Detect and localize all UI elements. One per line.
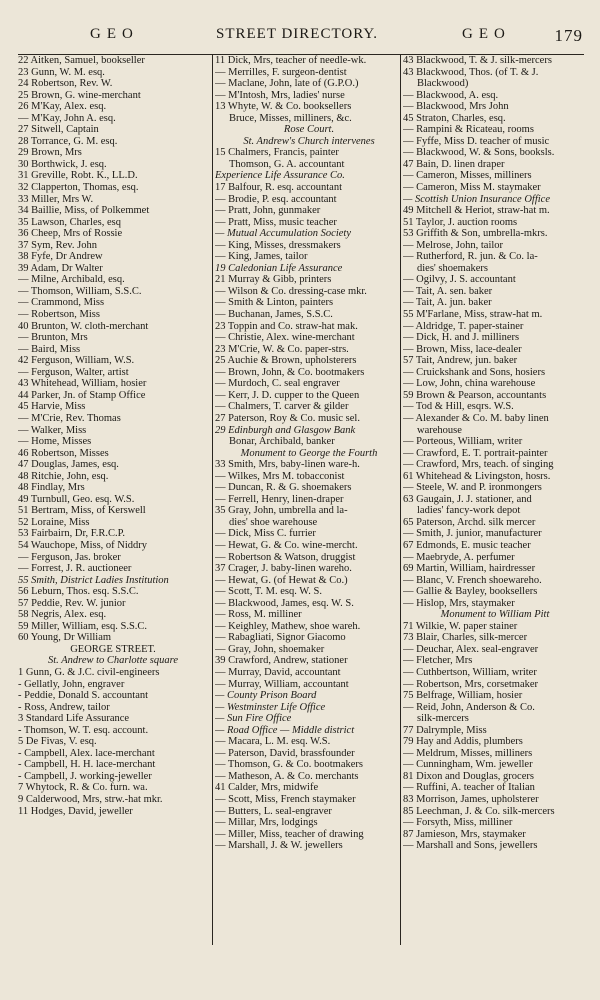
directory-entry: — King, James, tailor	[215, 251, 308, 263]
directory-entry: 34 Baillie, Miss, of Polkemmet	[18, 205, 150, 217]
directory-entry: — Maebryde, A. perfumer	[403, 551, 515, 563]
directory-entry: 49 Turnbull, Geo. esq. W.S.	[18, 493, 135, 505]
directory-entry: — Millar, Mrs, lodgings	[215, 817, 318, 829]
directory-entry: — Hewat, G. & Co. wine-mercht.	[215, 539, 358, 551]
directory-entry: — Smith & Linton, painters	[215, 297, 334, 309]
directory-entry: — Murray, William, accountant	[215, 678, 349, 690]
directory-entry: Monument to William Pitt	[440, 609, 550, 621]
header-left: GEO	[90, 26, 139, 42]
directory-entry: — Buchanan, James, S.S.C.	[215, 309, 333, 321]
directory-entry: 63 Gaugain, J. J. stationer, and	[403, 493, 532, 505]
directory-entry: 67 Edmonds, E. music teacher	[403, 539, 531, 551]
directory-entry: — Gray, John, shoemaker	[215, 643, 325, 655]
directory-entry: — Murray, David, accountant	[215, 666, 341, 678]
directory-entry: — M'Intosh, Mrs, ladies' nurse	[215, 89, 345, 101]
directory-entry: — Cuthbertson, William, writer	[403, 666, 537, 678]
directory-entry: — Chalmers, T. carver & gilder	[215, 401, 349, 413]
directory-entry: Experience Life Assurance Co.	[215, 170, 345, 182]
directory-entry: — Ferrell, Henry, linen-draper	[215, 493, 344, 505]
directory-entry: — Steele, W. and P. ironmongers	[403, 482, 542, 494]
directory-entry: — Deuchar, Alex. seal-engraver	[403, 643, 539, 655]
directory-entry: 51 Taylor, J. auction rooms	[403, 216, 518, 228]
directory-entry: 28 Torrance, G. M. esq.	[18, 135, 118, 147]
directory-entry: — Ogilvy, J. S. accountant	[403, 274, 516, 286]
directory-entry: 23 Gunn, W. M. esq.	[18, 66, 105, 78]
directory-entry: GEORGE STREET.	[70, 643, 156, 655]
directory-entry: — Tait, A. sen. baker	[403, 285, 493, 297]
directory-entry: 42 Ferguson, William, W.S.	[18, 355, 135, 367]
directory-entry: — Porteous, William, writer	[403, 436, 523, 448]
directory-entry: — Macara, L. M. esq. W.S.	[215, 736, 331, 748]
directory-entry: — Rutherford, R. jun. & Co. la-	[403, 251, 538, 263]
directory-entry: — Keighley, Mathew, shoe wareh.	[215, 620, 361, 632]
directory-entry: 56 Leburn, Thos. esq. S.S.C.	[18, 586, 139, 598]
directory-entry: — Pratt, Miss, music teacher	[215, 216, 337, 228]
directory-entry: — Ross, M. milliner	[215, 609, 302, 621]
directory-entry: — Westminster Life Office	[215, 701, 326, 713]
directory-entry: — Ruffini, A. teacher of Italian	[403, 782, 535, 794]
directory-entry: 55 Smith, District Ladies Institution	[18, 574, 169, 586]
directory-entry: 37 Crager, J. baby-linen wareho.	[215, 563, 352, 575]
directory-entry: 57 Tait, Andrew, jun. baker	[403, 355, 518, 367]
directory-entry: — Christie, Alex. wine-merchant	[215, 332, 355, 344]
directory-entry: — Thomson, William, S.S.C.	[18, 285, 142, 297]
directory-entry: — County Prison Board	[215, 690, 317, 702]
directory-entry: — Paterson, David, brassfounder	[215, 747, 355, 759]
directory-entry: - Thomson, W. T. esq. account.	[18, 724, 149, 736]
directory-entry: 69 Martin, William, hairdresser	[403, 563, 536, 575]
directory-entry: - Campbell, H. H. lace-merchant	[18, 759, 156, 771]
directory-entry: — Robertson & Watson, druggist	[215, 551, 356, 563]
directory-entry: 3 Standard Life Assurance	[18, 713, 130, 725]
directory-entry: — Maclane, John, late of (G.P.O.)	[215, 78, 359, 90]
directory-entry: 47 Douglas, James, esq.	[18, 459, 119, 471]
directory-entry: 15 Chalmers, Francis, painter	[215, 147, 339, 159]
directory-entry: 85 Leechman, J. & Co. silk-mercers	[403, 805, 555, 817]
directory-entry: — Forsyth, Miss, milliner	[403, 817, 513, 829]
directory-entry: 32 Clapperton, Thomas, esq.	[18, 182, 139, 194]
directory-entry: — Melrose, John, tailor	[403, 239, 504, 251]
directory-entry: 59 Miller, William, esq. S.S.C.	[18, 620, 148, 632]
directory-entry: 40 Brunton, W. cloth-merchant	[18, 320, 149, 332]
page-header	[20, 26, 585, 52]
directory-entry: 71 Wilkie, W. paper stainer	[403, 620, 518, 632]
column-1	[18, 55, 208, 945]
directory-entry: — Walker, Miss	[18, 424, 87, 436]
directory-entry: — Low, John, china warehouse	[403, 378, 536, 390]
directory-entry: 39 Crawford, Andrew, stationer	[215, 655, 348, 667]
directory-entry: 54 Wauchope, Miss, of Niddry	[18, 539, 148, 551]
directory-entry: 19 Caledonian Life Assurance	[215, 262, 343, 274]
column-3	[400, 55, 587, 945]
directory-entry: — Matheson, A. & Co. merchants	[215, 770, 359, 782]
directory-entry: — King, Misses, dressmakers	[215, 239, 341, 251]
directory-entry: 52 Loraine, Miss	[18, 516, 90, 528]
directory-entry: warehouse	[417, 424, 462, 436]
directory-entry: — Tod & Hill, esqrs. W.S.	[403, 401, 514, 413]
directory-entry: 79 Hay and Addis, plumbers	[403, 736, 523, 748]
directory-entry: 83 Morrison, James, upholsterer	[403, 794, 539, 805]
directory-entry: — Hewat, G. (of Hewat & Co.)	[215, 574, 348, 586]
directory-entry: — Baird, Miss	[18, 343, 81, 355]
directory-entry: — Fletcher, Mrs	[403, 655, 473, 667]
directory-entry: — Duncan, R. & G. shoemakers	[215, 482, 352, 494]
directory-entry: 46 Robertson, Misses	[18, 447, 109, 459]
directory-entry: 33 Smith, Mrs, baby-linen ware-h.	[215, 459, 360, 471]
directory-entry: — Blackwood, A. esq.	[403, 89, 499, 101]
directory-entry: Thomson, G. A. accountant	[229, 158, 345, 170]
directory-entry: 17 Balfour, R. esq. accountant	[215, 182, 343, 194]
directory-entry: silk-mercers	[417, 713, 469, 725]
directory-entry: 23 M'Crie, W. & Co. paper-strs.	[215, 343, 349, 355]
directory-entry: — Alexander & Co. M. baby linen	[403, 412, 549, 424]
directory-entry: — Robertson, Miss	[18, 309, 100, 321]
directory-entry: 47 Bain, D. linen draper	[403, 158, 505, 170]
directory-entry: — Blackwood, Mrs John	[403, 101, 509, 113]
directory-entry: — Gallie & Bayley, booksellers	[403, 586, 538, 598]
directory-entry: — Scott, T. M. esq. W. S.	[215, 586, 322, 598]
directory-entry: — Pratt, John, gunmaker	[215, 205, 321, 217]
directory-entry: 53 Fairbairn, Dr, F.R.C.P.	[18, 528, 125, 540]
directory-entry: 48 Findlay, Mrs	[18, 482, 85, 494]
directory-entry: — Sun Fire Office	[215, 713, 292, 725]
directory-entry: 35 Lawson, Charles, esq	[18, 216, 121, 228]
directory-entry: — Wilkes, Mrs M. tobacconist	[215, 470, 345, 482]
directory-entry: — Ferguson, Walter, artist	[18, 366, 129, 378]
directory-entry: 29 Edinburgh and Glasgow Bank	[215, 424, 356, 436]
directory-entry: — Meldrum, Misses, milliners	[403, 747, 533, 759]
directory-entry: 49 Mitchell & Heriot, straw-hat m.	[403, 205, 550, 217]
directory-entry: — Rabagliati, Signor Giacomo	[215, 632, 346, 644]
directory-entry: 48 Ritchie, John, esq.	[18, 470, 109, 482]
directory-entry: — Merrilles, F. surgeon-dentist	[215, 66, 347, 78]
directory-entry: 58 Negris, Alex. esq.	[18, 609, 107, 621]
directory-entry: 61 Whitehead & Livingston, hosrs.	[403, 470, 551, 482]
directory-entry: — Kerr, J. D. cupper to the Queen	[215, 389, 360, 401]
directory-entry: 25 Brown, G. wine-merchant	[18, 89, 141, 101]
directory-entry: 81 Dixon and Douglas, grocers	[403, 770, 534, 782]
directory-entry: 45 Harvie, Miss	[18, 401, 86, 413]
directory-entry: 38 Fyfe, Dr Andrew	[18, 251, 103, 263]
directory-entry: 45 Straton, Charles, esq.	[403, 112, 506, 124]
directory-entry: - Gellatly, John, engraver	[18, 678, 125, 690]
directory-entry: — Rampini & Ricateau, rooms	[403, 124, 534, 136]
directory-entry: 26 M'Kay, Alex. esq.	[18, 101, 107, 113]
directory-entry: — Brodie, P. esq. accountant	[215, 193, 337, 205]
header-right: GEO	[462, 26, 511, 42]
directory-entry: — Blackwood, W. & Sons, booksls.	[403, 147, 555, 159]
directory-entry: — Reid, John, Anderson & Co.	[403, 701, 535, 713]
directory-entry: — Marshall and Sons, jewellers	[403, 840, 538, 852]
directory-entry: — Smith, J. junior, manufacturer	[403, 528, 542, 540]
directory-entry: 7 Whytock, R. & Co. furn. wa.	[18, 782, 148, 794]
directory-entry: 29 Brown, Mrs	[18, 147, 82, 159]
directory-entry: 59 Brown & Pearson, accountants	[403, 389, 547, 401]
directory-entry: — Scottish Union Insurance Office	[403, 193, 550, 205]
directory-entry: — Blackwood, James, esq. W. S.	[215, 597, 354, 609]
directory-entry: 37 Sym, Rev. John	[18, 239, 97, 251]
directory-entry: — Mutual Accumulation Society	[215, 228, 351, 240]
directory-entry: — Fyffe, Miss D. teacher of music	[403, 135, 550, 147]
directory-entry: 33 Miller, Mrs W.	[18, 193, 94, 205]
directory-entry: — Dick, Miss C. furrier	[215, 528, 316, 540]
directory-entry: Blackwood)	[417, 78, 469, 90]
directory-entry: — Miller, Miss, teacher of drawing	[215, 828, 364, 840]
directory-entry: — M'Kay, John A. esq.	[18, 112, 116, 124]
directory-entry: Monument to George the Fourth	[240, 447, 378, 459]
directory-entry: — Cruickshank and Sons, hosiers	[403, 366, 546, 378]
directory-entry: 22 Aitken, Samuel, bookseller	[18, 55, 145, 66]
directory-entry: 1 Gunn, G. & J.C. civil-engineers	[18, 666, 160, 678]
directory-entry: 35 Gray, John, umbrella and la-	[215, 505, 348, 517]
directory-entry: 25 Auchie & Brown, upholsterers	[215, 355, 357, 367]
directory-entry: — Forrest, J. R. auctioneer	[18, 563, 132, 575]
directory-entry: 75 Belfrage, William, hosier	[403, 690, 523, 702]
column-2	[212, 55, 403, 945]
directory-entry: — Crawford, E. T. portrait-painter	[403, 447, 548, 459]
page-number: 179	[554, 26, 583, 45]
directory-entry: 60 Young, Dr William	[18, 632, 112, 644]
directory-entry: — Dick, H. and J. milliners	[403, 332, 520, 344]
directory-entry: — Murdoch, C. seal engraver	[215, 378, 340, 390]
directory-entry: — Crammond, Miss	[18, 297, 105, 309]
directory-entry: — Marshall, J. & W. jewellers	[215, 840, 343, 852]
directory-entry: 11 Dick, Mrs, teacher of needle-wk.	[215, 55, 367, 66]
directory-entry: 87 Jamieson, Mrs, staymaker	[403, 828, 526, 840]
directory-entry: 36 Cheep, Mrs of Rossie	[18, 228, 123, 240]
directory-entry: 51 Bertram, Miss, of Kerswell	[18, 505, 146, 517]
directory-entry: 21 Murray & Gibb, printers	[215, 274, 332, 286]
directory-entry: 55 M'Farlane, Miss, straw-hat m.	[403, 309, 543, 321]
directory-entry: 44 Parker, Jn. of Stamp Office	[18, 389, 146, 401]
directory-entry: — Robertson, Mrs, corsetmaker	[403, 678, 539, 690]
directory-entry: 11 Hodges, David, jeweller	[18, 805, 133, 817]
directory-entry: — Aldridge, T. paper-stainer	[403, 320, 524, 332]
directory-entry: — Milne, Archibald, esq.	[18, 274, 125, 286]
directory-entry: ladies' fancy-work depot	[417, 505, 521, 517]
directory-entry: — Cameron, Misses, milliners	[403, 170, 532, 182]
directory-entry: — Brown, Miss, lace-dealer	[403, 343, 522, 355]
directory-entry: 27 Sitwell, Captain	[18, 124, 99, 136]
directory-entry: Bruce, Misses, milliners, &c.	[229, 112, 352, 124]
directory-entry: St. Andrew's Church intervenes	[243, 135, 375, 147]
directory-entry: 53 Griffith & Son, umbrella-mkrs.	[403, 228, 548, 240]
directory-entry: — Scott, Miss, French staymaker	[215, 794, 356, 805]
directory-entry: — Hislop, Mrs, staymaker	[403, 597, 515, 609]
directory-entry: — Thomson, G. & Co. bootmakers	[215, 759, 363, 771]
directory-entry: 65 Paterson, Archd. silk mercer	[403, 516, 536, 528]
directory-entry: dies' shoemakers	[417, 262, 488, 274]
directory-entry: — Brunton, Mrs	[18, 332, 88, 344]
directory-entry: - Campbell, J. working-jeweller	[18, 770, 152, 782]
directory-entry: 27 Paterson, Roy & Co. music sel.	[215, 412, 360, 424]
directory-entry: 24 Robertson, Rev. W.	[18, 78, 113, 90]
directory-entry: — Cameron, Miss M. staymaker	[403, 182, 541, 194]
directory-entry: St. Andrew to Charlotte square	[48, 655, 178, 667]
directory-entry: 43 Blackwood, T. & J. silk-mercers	[403, 55, 552, 66]
directory-entry: 73 Blair, Charles, silk-mercer	[403, 632, 528, 644]
directory-entry: 57 Peddie, Rev. W. junior	[18, 597, 126, 609]
directory-entry: 13 Whyte, W. & Co. booksellers	[215, 101, 352, 113]
directory-entry: — Home, Misses	[18, 436, 92, 448]
directory-entry: - Ross, Andrew, tailor	[18, 701, 110, 713]
directory-entry: - Campbell, Alex. lace-merchant	[18, 747, 155, 759]
directory-entry: — Butters, L. seal-engraver	[215, 805, 332, 817]
directory-entry: — Wilson & Co. dressing-case mkr.	[215, 285, 367, 297]
header-title: STREET DIRECTORY.	[216, 26, 379, 42]
directory-entry: 39 Adam, Dr Walter	[18, 262, 103, 274]
directory-entry: 5 De Fivas, V. esq.	[18, 736, 97, 748]
directory-entry: 43 Whitehead, William, hosier	[18, 378, 147, 390]
directory-entry: dies' shoe warehouse	[229, 516, 318, 528]
directory-entry: — Crawford, Mrs, teach. of singing	[403, 459, 554, 471]
directory-entry: Bonar, Archibald, banker	[229, 436, 335, 448]
directory-entry: — Cunningham, Wm. jeweller	[403, 759, 533, 771]
directory-entry: - Peddie, Donald S. accountant	[18, 690, 149, 702]
directory-entry: 77 Dalrymple, Miss	[403, 724, 487, 736]
directory-entry: 43 Blackwood, Thos. (of T. & J.	[403, 66, 539, 78]
directory-entry: 23 Toppin and Co. straw-hat mak.	[215, 320, 358, 332]
directory-entry: 31 Greville, Robt. K., LL.D.	[18, 170, 138, 182]
directory-entry: — Road Office — Middle district	[215, 724, 355, 736]
directory-entry: 30 Borthwick, J. esq.	[18, 158, 107, 170]
directory-entry: Rose Court.	[283, 124, 335, 136]
directory-entry: — Blanc, V. French shoewareho.	[403, 574, 542, 586]
directory-entry: — M'Crie, Rev. Thomas	[18, 412, 121, 424]
directory-entry: — Ferguson, Jas. broker	[18, 551, 121, 563]
directory-entry: 9 Calderwood, Mrs, strw.-hat mkr.	[18, 794, 163, 805]
directory-entry: — Tait, A. jun. baker	[403, 297, 492, 309]
directory-entry: — Brown, John, & Co. bootmakers	[215, 366, 365, 378]
directory-entry: 41 Calder, Mrs, midwife	[215, 782, 319, 794]
